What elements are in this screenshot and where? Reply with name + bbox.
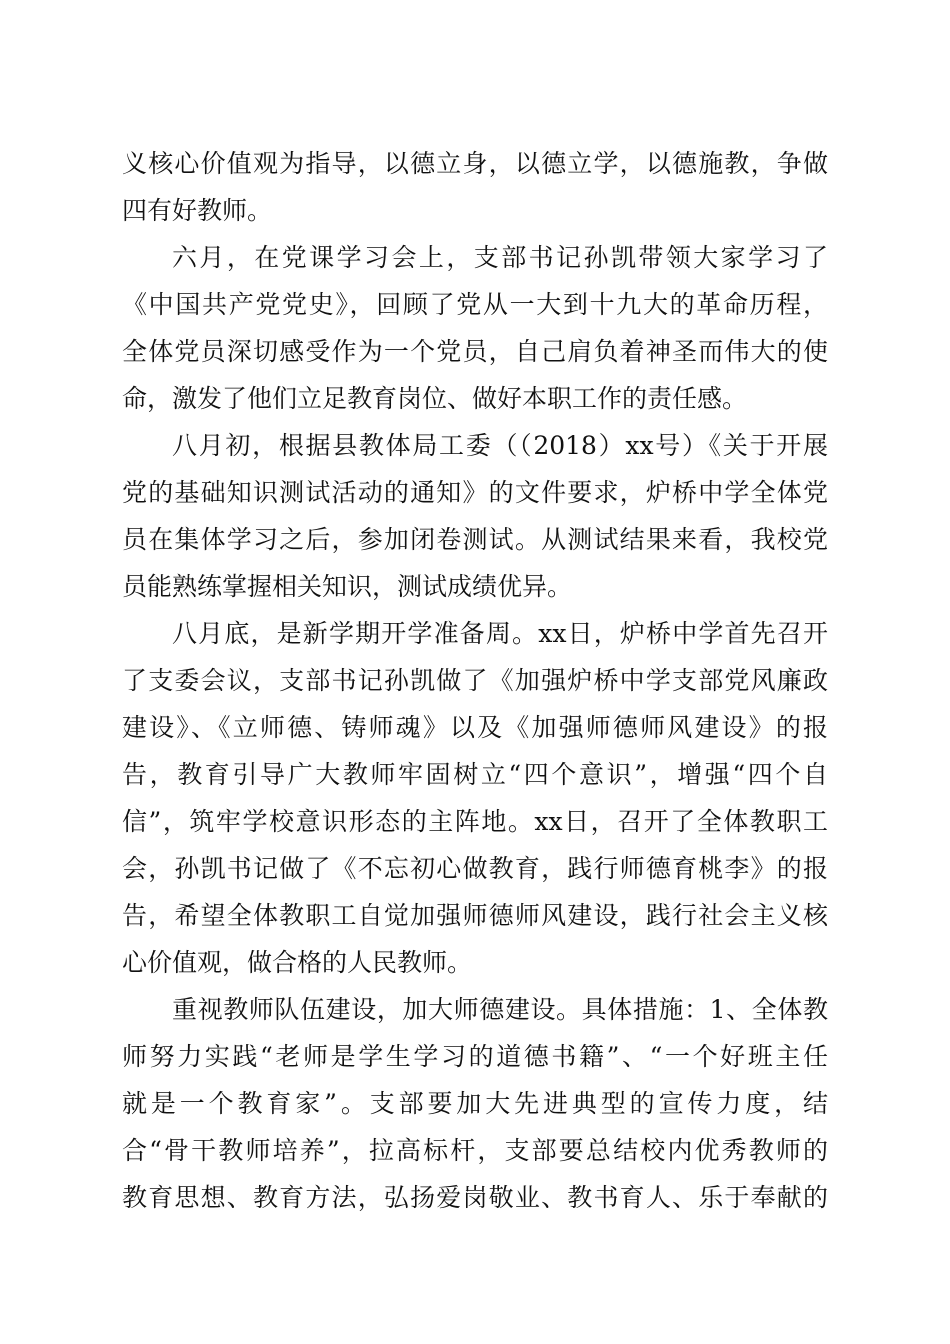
text-line: 心价值观，做合格的人民教师。 (122, 948, 473, 977)
text-line: 信”，筑牢学校意识形态的主阵地。xx日，召开了全体教职工 (122, 807, 828, 836)
text-line: 就是一个教育家”。支部要加大先进典型的宣传力度，结 (122, 1089, 828, 1118)
text-line: 党的基础知识测试活动的通知》的文件要求，炉桥中学全体党 (122, 478, 828, 507)
text-line: 告，教育引导广大教师牢固树立“四个意识”，增强“四个自 (122, 760, 828, 789)
text-line: 了支委会议，支部书记孙凯做了《加强炉桥中学支部党风廉政 (122, 666, 828, 695)
text-line: 《中国共产党党史》，回顾了党从一大到十九大的革命历程， (122, 290, 828, 319)
text-line: 重视教师队伍建设，加大师德建设。具体措施：1、全体教 (172, 995, 828, 1024)
text-line: 八月初，根据县教体局工委（（2018）xx号）《关于开展 (172, 431, 828, 460)
text-line: 义核心价值观为指导，以德立身，以德立学，以德施教，争做 (122, 149, 828, 178)
text-line: 八月底，是新学期开学准备周。xx日，炉桥中学首先召开 (172, 619, 828, 648)
text-line: 师努力实践“老师是学生学习的道德书籍”、“一个好班主任 (122, 1042, 828, 1071)
text-line: 全体党员深切感受作为一个党员，自己肩负着神圣而伟大的使 (122, 337, 828, 366)
text-line: 六月，在党课学习会上，支部书记孙凯带领大家学习了 (172, 243, 828, 272)
text-line: 告，希望全体教职工自觉加强师德师风建设，践行社会主义核 (122, 901, 828, 930)
text-line: 会，孙凯书记做了《不忘初心做教育，践行师德育桃李》的报 (122, 854, 828, 883)
text-line: 员能熟练掌握相关知识，测试成绩优异。 (122, 572, 573, 601)
text-line: 命，激发了他们立足教育岗位、做好本职工作的责任感。 (122, 384, 748, 413)
text-line: 四有好教师。 (122, 196, 273, 225)
text-line: 建设》、《立师德、铸师魂》以及《加强师德师风建设》的报 (122, 713, 828, 742)
text-line: 员在集体学习之后，参加闭卷测试。从测试结果来看，我校党 (122, 525, 828, 554)
text-line: 教育思想、教育方法，弘扬爱岗敬业、教书育人、乐于奉献的 (122, 1183, 828, 1212)
text-line: 合“骨干教师培养”，拉高标杆，支部要总结校内优秀教师的 (122, 1136, 828, 1165)
document-body (122, 140, 828, 1221)
